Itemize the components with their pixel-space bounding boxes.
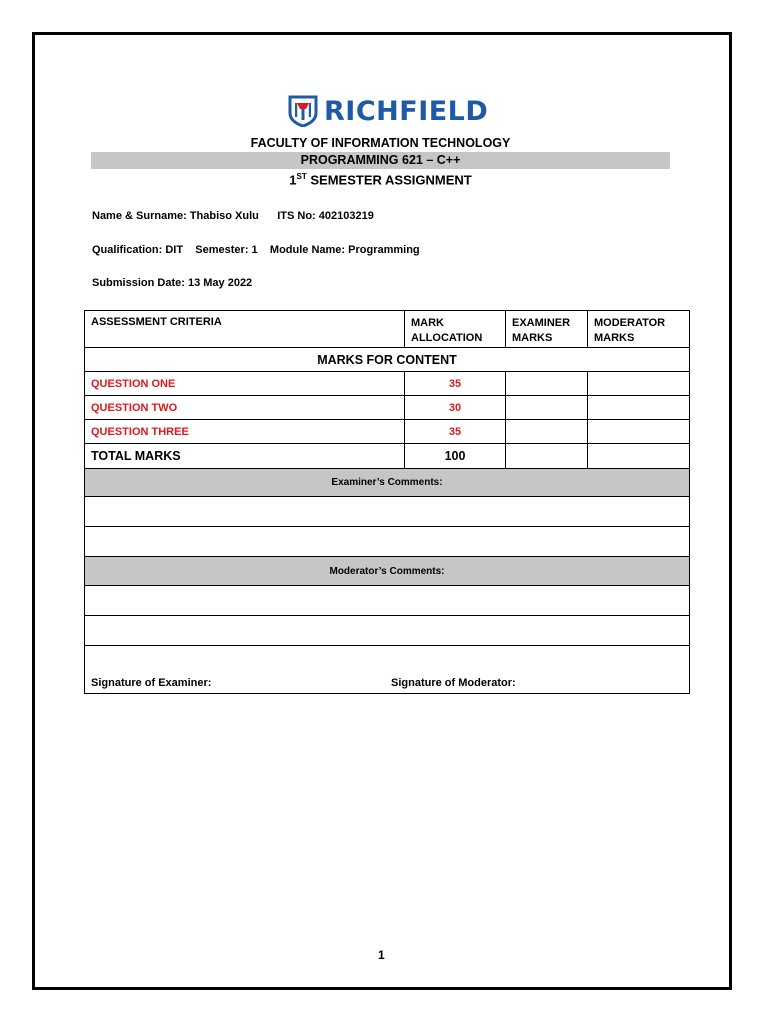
signature-row bbox=[85, 646, 690, 694]
allocation-header: MARK ALLOCATION bbox=[405, 311, 506, 348]
examiner-comments-label: Examiner’s Comments: bbox=[85, 469, 690, 497]
moderator-comments-label: Moderator’s Comments: bbox=[85, 557, 690, 586]
semester: Semester: 1 bbox=[195, 244, 258, 256]
its-number: ITS No: 402103219 bbox=[277, 210, 374, 222]
table-header-row bbox=[85, 311, 690, 348]
examiner-comment-field[interactable] bbox=[85, 527, 690, 557]
examiner-mark-cell[interactable] bbox=[506, 396, 588, 420]
assignment-rest: SEMESTER ASSIGNMENT bbox=[306, 172, 472, 188]
assignment-sup: ST bbox=[296, 172, 307, 181]
submission-date: Submission Date: 13 May 2022 bbox=[92, 277, 253, 289]
page-number: 1 bbox=[378, 948, 385, 962]
moderator-comment-field[interactable] bbox=[85, 586, 690, 616]
examiner-mark-cell[interactable] bbox=[506, 420, 588, 444]
question-label: QUESTION TWO bbox=[85, 396, 405, 420]
qualification-row bbox=[92, 244, 420, 256]
question-label: QUESTION THREE bbox=[85, 420, 405, 444]
logo-wordmark: RICHFIELD bbox=[324, 95, 489, 127]
moderator-mark-cell[interactable] bbox=[588, 396, 690, 420]
moderator-mark-cell[interactable] bbox=[588, 372, 690, 396]
examiner-comment-field[interactable] bbox=[85, 497, 690, 527]
total-label: TOTAL MARKS bbox=[85, 444, 405, 469]
assessment-table bbox=[84, 310, 690, 694]
module-name: Module Name: Programming bbox=[269, 244, 420, 256]
examiner-total-cell[interactable] bbox=[506, 444, 588, 469]
question-marks: 35 bbox=[405, 420, 506, 444]
moderator-comment-field[interactable] bbox=[85, 616, 690, 646]
signature-cell bbox=[85, 646, 690, 694]
examiner-header: EXAMINER MARKS bbox=[506, 311, 588, 348]
examiner-comment-line bbox=[85, 527, 690, 557]
question-label: QUESTION ONE bbox=[85, 372, 405, 396]
total-row bbox=[85, 444, 690, 469]
marks-for-content: MARKS FOR CONTENT bbox=[85, 348, 690, 372]
student-name: Name & Surname: Thabiso Xulu bbox=[92, 210, 259, 222]
module-title: PROGRAMMING 621 – C++ bbox=[91, 152, 670, 169]
assignment-title bbox=[91, 172, 670, 187]
examiner-comment-line bbox=[85, 497, 690, 527]
moderator-total-cell[interactable] bbox=[588, 444, 690, 469]
signature-examiner: Signature of Examiner: bbox=[91, 677, 212, 689]
table-row bbox=[85, 420, 690, 444]
criteria-header: ASSESSMENT CRITERIA bbox=[85, 311, 405, 348]
moderator-comment-line bbox=[85, 586, 690, 616]
moderator-header: MODERATOR MARKS bbox=[588, 311, 690, 348]
section-title-row bbox=[85, 348, 690, 372]
student-name-row bbox=[92, 210, 374, 222]
assignment-prefix: 1 bbox=[289, 172, 297, 188]
moderator-comments-header-row bbox=[85, 557, 690, 586]
faculty-title: FACULTY OF INFORMATION TECHNOLOGY bbox=[250, 136, 511, 150]
question-marks: 35 bbox=[405, 372, 506, 396]
table-row bbox=[85, 396, 690, 420]
question-marks: 30 bbox=[405, 396, 506, 420]
moderator-mark-cell[interactable] bbox=[588, 420, 690, 444]
signature-moderator: Signature of Moderator: bbox=[391, 677, 516, 689]
total-marks: 100 bbox=[405, 444, 506, 469]
shield-icon bbox=[288, 95, 318, 127]
qualification: Qualification: DIT bbox=[92, 244, 184, 256]
table-row bbox=[85, 372, 690, 396]
examiner-comments-header-row bbox=[85, 469, 690, 497]
richfield-logo bbox=[288, 93, 488, 129]
examiner-mark-cell[interactable] bbox=[506, 372, 588, 396]
moderator-comment-line bbox=[85, 616, 690, 646]
